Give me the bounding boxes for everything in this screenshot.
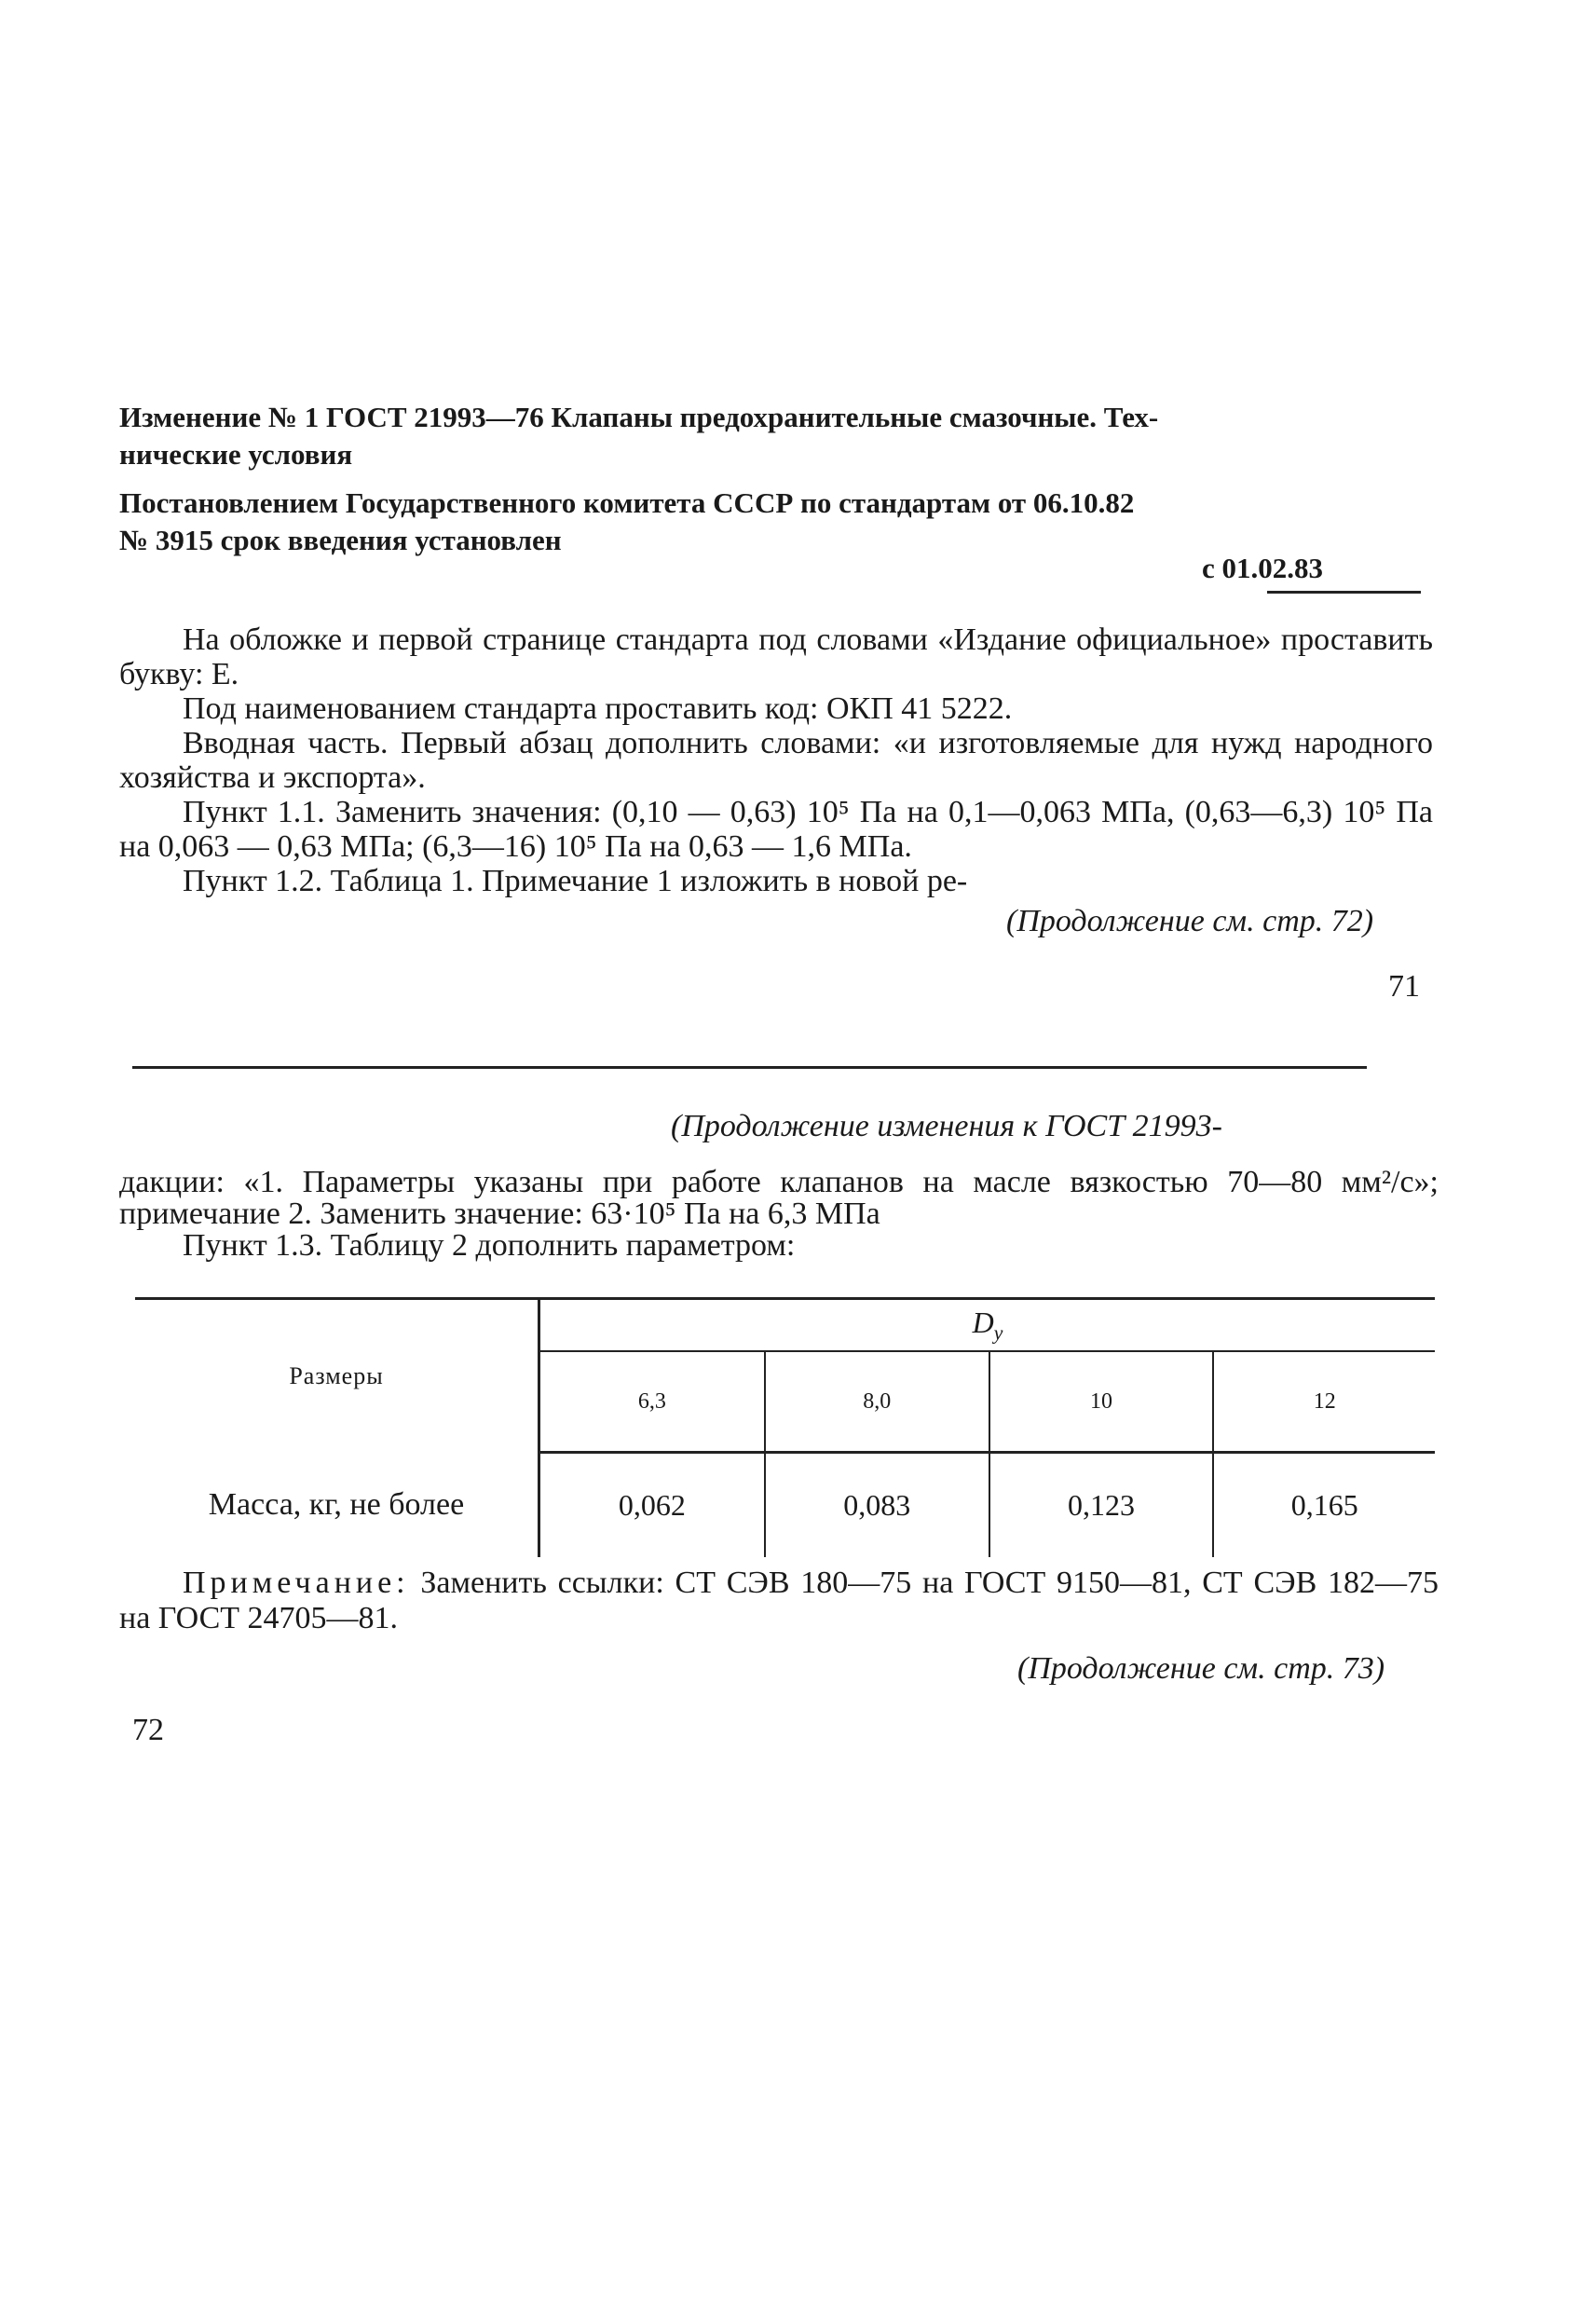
table-cell: 0,123	[989, 1453, 1214, 1557]
paragraph-clause-1-3: Пункт 1.3. Таблицу 2 дополнить параметром:	[183, 1228, 796, 1263]
amendment-title-line-2: нические условия	[119, 438, 353, 471]
table-cell: 0,062	[539, 1453, 765, 1557]
page-72-body	[119, 1167, 1439, 1262]
table-row	[135, 1453, 1435, 1557]
sizes-header: Размеры	[135, 1299, 539, 1453]
dy-symbol: D	[972, 1305, 994, 1339]
continuation-note-page-72: (Продолжение см. стр. 73)	[1017, 1651, 1385, 1686]
page-number-72: 72	[132, 1713, 164, 1747]
continuation-header: (Продолжение изменения к ГОСТ 21993-	[671, 1109, 1222, 1143]
decree-block	[119, 485, 1433, 559]
page-71-body	[119, 622, 1433, 898]
decree-line-1: Постановлением Государственного комитета СССР по стандартам от 06.10.82	[119, 486, 1135, 519]
decree-line-2: № 3915 срок введения установлен	[119, 524, 562, 556]
column-header: 10	[989, 1351, 1214, 1453]
note-paragraph	[119, 1566, 1439, 1636]
paragraph-note-1-edition: дакции: «1. Параметры указаны при работе клапанов на масле вязкостью 70—80 мм²/с»; примечание 2. Заменить значение: 63·10⁵ Па на 6,3 МПа	[119, 1165, 1439, 1231]
table-cell: 0,165	[1213, 1453, 1435, 1557]
row-label-mass: Масса, кг, не более	[135, 1453, 539, 1557]
parameters-table	[135, 1297, 1435, 1557]
column-header: 8,0	[765, 1351, 989, 1453]
amendment-title	[119, 399, 1433, 473]
paragraph-okp-code: Под наименованием стандарта проставить код: ОКП 41 5222.	[183, 691, 1013, 726]
dy-header	[539, 1299, 1436, 1352]
note-label: Примечание:	[183, 1566, 410, 1600]
paragraph-clause-1-2: Пункт 1.2. Таблица 1. Примечание 1 изложить в новой ре-	[183, 864, 968, 898]
dy-subscript: у	[993, 1320, 1003, 1345]
paragraph-introduction: Вводная часть. Первый абзац дополнить словами: «и изготовляемые для нужд народного хозяйства и экспорта».	[119, 726, 1433, 795]
effective-date: с 01.02.83	[1202, 552, 1324, 584]
table-cell: 0,083	[765, 1453, 989, 1557]
paragraph-cover-page: На обложке и первой странице стандарта под словами «Издание официальное» проставить букву: Е.	[119, 622, 1433, 691]
note-text: Заменить ссылки: СТ СЭВ 180—75 на ГОСТ 9150—81, СТ СЭВ 182—75 на ГОСТ 24705—81.	[119, 1566, 1439, 1635]
column-header: 12	[1213, 1351, 1435, 1453]
note-block	[119, 1566, 1439, 1636]
effective-date-underline	[1267, 591, 1421, 594]
continuation-note-page-71: (Продолжение см. стр. 72)	[1006, 904, 1374, 938]
page-divider	[132, 1066, 1367, 1069]
column-header: 6,3	[539, 1351, 765, 1453]
amendment-title-line-1: Изменение № 1 ГОСТ 21993—76 Клапаны предохранительные смазочные. Тех-	[119, 401, 1159, 433]
paragraph-clause-1-1: Пункт 1.1. Заменить значения: (0,10 — 0,63) 10⁵ Па на 0,1—0,063 МПа, (0,63—6,3) 10⁵ Па на 0,063 — 0,63 МПа; (6,3—16) 10⁵ Па на 0,63 — 1,6 МПа.	[119, 795, 1433, 864]
page-number-71: 71	[1388, 969, 1420, 1004]
